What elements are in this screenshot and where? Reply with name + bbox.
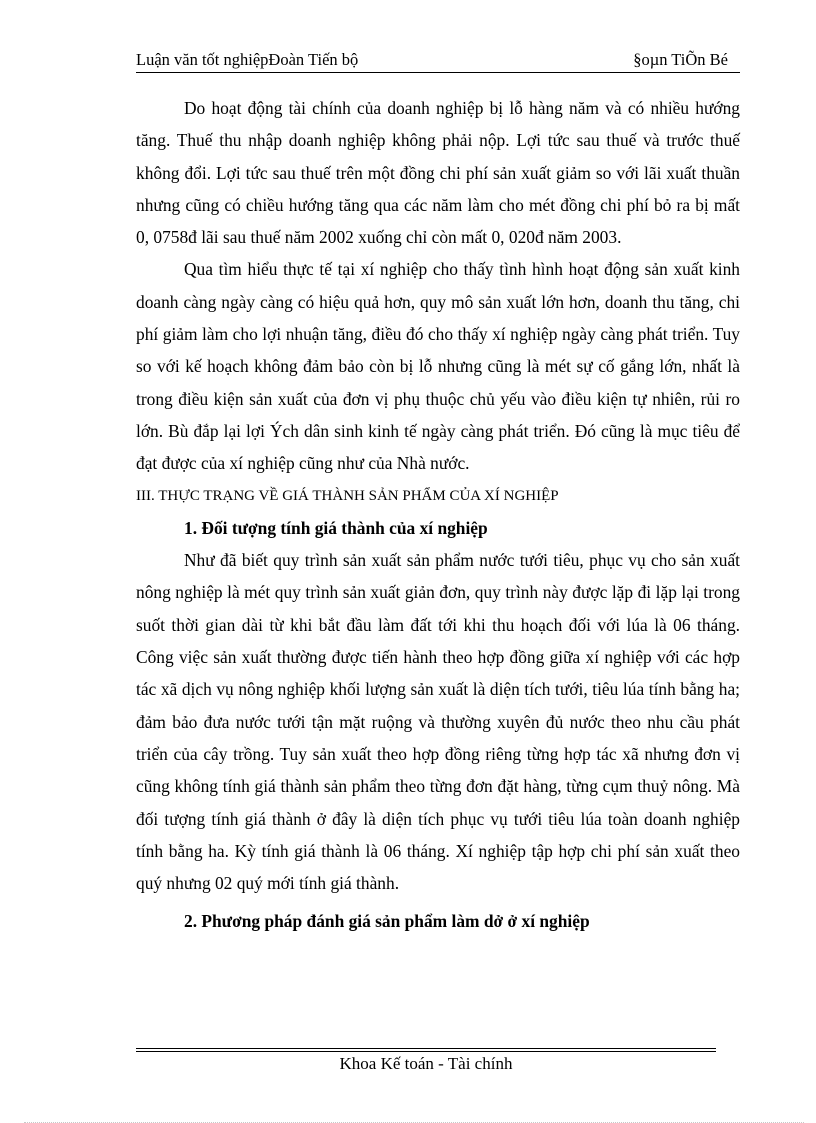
paragraph-production-process: Như đã biết quy trình sản xuất sản phẩm nước tưới tiêu, phục vụ cho sản xuất nông nghiệp là mét quy trình sản xuất giản đơn, quy trình này được lặp đi lặp lại trong suốt thời gian dài từ khi bắt đầu làm đất tới khi thu hoạch đối với lúa là 06 tháng. Công việc sản xuất thường được tiến hành theo hợp đồng giữa xí nghiệp với các hợp tác xã dịch vụ nông nghiệp khối lượng sản xuất là diện tích tưới, tiêu lúa tính bằng ha; đảm bảo đưa nước tưới tận mặt ruộng và thường xuyên đủ nước theo nhu cầu phát triển của cây trồng. Tuy sản xuất theo hợp đồng riêng từng hợp tác xã nhưng đơn vị cũng không tính giá thành sản phẩm theo từng đơn đặt hàng, từng cụm thuỷ nông. Mà đối tượng tính giá thành ở đây là diện tích phục vụ tưới tiêu lúa toàn doanh nghiệp tính bằng ha. Kỳ tính giá thành là 06 tháng. Xí nghiệp tập hợp chi phí sản xuất theo quý nhưng 02 quý mới tính giá thành. — [136, 550, 740, 894]
header-right-author: §oµn TiÕn Bé — [633, 50, 728, 69]
page-footer: Khoa Kế toán - Tài chính — [339, 1054, 513, 1073]
header-left-title: Luận văn tốt nghiệpĐoàn Tiến bộ — [136, 50, 359, 69]
subheading-wip-valuation: 2. Phương pháp đánh giá sản phẩm làm dở ở xí nghiệp — [184, 911, 590, 932]
paragraph-field-study: Qua tìm hiểu thực tế tại xí nghiệp cho thấy tình hình hoạt động sản xuất kinh doanh càng ngày càng có hiệu quả hơn, quy mô sản xuất lớn hơn, doanh thu tăng, chi phí giảm làm cho lợi nhuận tăng, điều đó cho thấy xí nghiệp ngày càng phát triển. Tuy so với kế hoạch không đảm bảo còn bị lỗ nhưng cũng là mét sự cố gắng lớn, nhất là trong điều kiện sản xuất của đơn vị phụ thuộc chủ yếu vào điều kiện tự nhiên, rủi ro lớn. Bù đắp lại lợi Ých dân sinh kinh tế ngày càng phát triển. Đó cũng là mục tiêu để đạt được của xí nghiệp cũng như của Nhà nước. — [136, 259, 740, 474]
section-heading: III. THỰC TRẠNG VỀ GIÁ THÀNH SẢN PHẨM CỦA XÍ NGHIỆP — [136, 487, 559, 504]
page-header — [136, 48, 740, 73]
footer-rule-second — [136, 1051, 716, 1052]
footer-rule — [136, 1048, 716, 1049]
document-body — [136, 92, 740, 938]
subheading-costing-object: 1. Đối tượng tính giá thành của xí nghiệp — [184, 517, 488, 538]
paragraph-financial-activity: Do hoạt động tài chính của doanh nghiệp bị lỗ hàng năm và có nhiều hướng tăng. Thuế thu nhập doanh nghiệp không phải nộp. Lợi tức sau thuế và trước thuế không đổi. Lợi tức sau thuế trên một đồng chi phí sản xuất giảm so với lãi xuất thuần nhưng cũng có chiều hướng tăng qua các năm làm cho mét đồng chi phí bỏ ra bị mất 0, 0758đ lãi sau thuế năm 2002 xuống chỉ còn mất 0, 020đ năm 2003. — [136, 98, 740, 248]
